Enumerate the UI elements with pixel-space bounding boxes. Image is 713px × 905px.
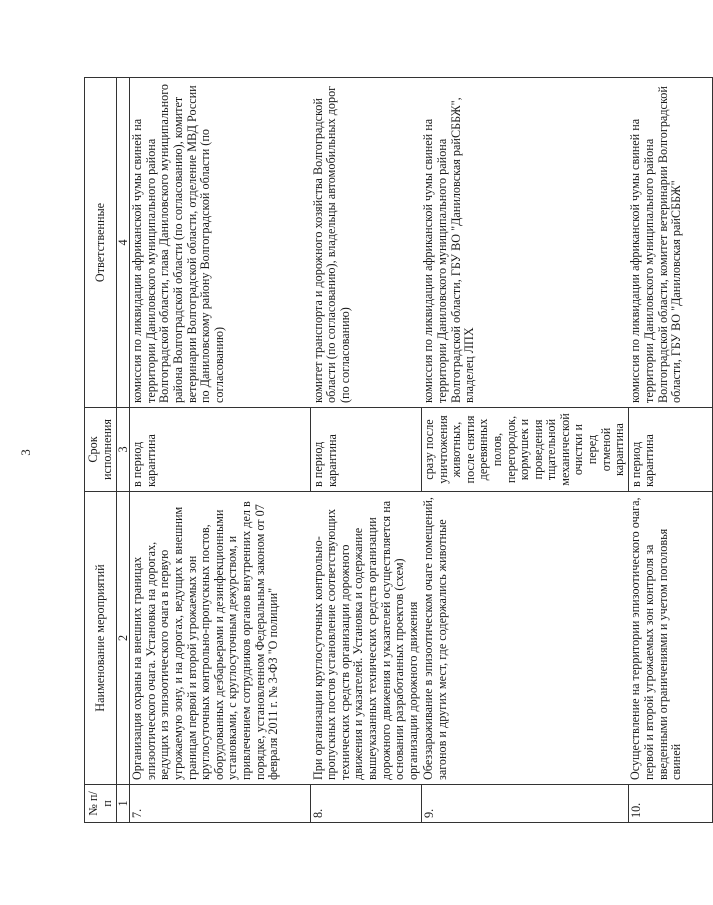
table-row xyxy=(421,78,628,823)
measure-name: При организации круглосуточных контрольно-пропускных постов установление соответствующих технических средств организации дорожного движения и указателей. Установка и содержание вышеуказанных технических средств организации дорожного движения и указателей осуществляется на основании разработанных проектов (схем) организации дорожного движения xyxy=(311,492,422,785)
measure-responsible: комиссия по ликвидации африканской чумы свиней на территории Даниловского муниципального района Волгоградской области, глава Даниловского муниципального района Волгоградской области (по согласованию), комитет ветеринарии Волгоградской области, отделение МВД России по Даниловскому району Волгоградской области (по согласованию) xyxy=(130,78,311,408)
header-num: № п/п xyxy=(85,785,117,823)
measure-term: в период карантина xyxy=(130,408,311,492)
column-number: 2 xyxy=(117,492,130,785)
table-header-row xyxy=(85,78,117,823)
row-number: 10. xyxy=(628,785,712,823)
measure-name: Организация охраны на внешних границах эпизоотического очага. Установка на дорогах, ведущих из эпизоотического очага в первую угрожаемую зону, и на дорогах, ведущих к внешним границам первой и второй угрожаемых зон круглосуточных контрольно-пропускных постов, оборудованных дезбарьерами и дезинфекционными установками, с круглосуточным дежурством, и привлечением сотрудников органов внутренних дел в порядке, установленном Федеральным законом от 07 февраля 2011 г. № 3-ФЗ "О полиции" xyxy=(130,492,311,785)
measure-name: Осуществление на территории эпизоотического очага, первой и второй угрожаемых зон контроля за введенными ограничениями и учетом поголовья свиней xyxy=(628,492,712,785)
column-number: 3 xyxy=(117,408,130,492)
row-number: 7. xyxy=(130,785,311,823)
measure-responsible: комитет транспорта и дорожного хозяйства Волгоградской области (по согласованию), владельцы автомобильных дорог (по согласованию) xyxy=(311,78,422,408)
page-number: 3 xyxy=(18,449,33,456)
row-number: 8. xyxy=(311,785,422,823)
column-number: 1 xyxy=(117,785,130,823)
table-row xyxy=(311,78,422,823)
row-number: 9. xyxy=(421,785,628,823)
measure-responsible: комиссия по ликвидации африканской чумы свиней на территории Даниловского муниципального района Волгоградской области, ГБУ ВО "Даниловская райСББЖ", владелец ЛПХ xyxy=(421,78,628,408)
measure-name: Обеззараживание в эпизоотическом очаге помещений, загонов и других мест, где содержались животные xyxy=(421,492,628,785)
header-name: Наименование мероприятий xyxy=(85,492,117,785)
column-number-row xyxy=(117,78,130,823)
measure-term: сразу после уничтожения животных, после снятия деревянных полов, перегородок, кормушек и проведения тщательной механической очистки и перед отменой карантина xyxy=(421,408,628,492)
header-responsible: Ответственные xyxy=(85,78,117,408)
measure-responsible: комиссия по ликвидации африканской чумы свиней на территории Даниловского муниципального района Волгоградской области, комитет ветеринарии Волгоградской области, ГБУ ВО "Даниловская райСББЖ" xyxy=(628,78,712,408)
table-row xyxy=(628,78,712,823)
column-number: 4 xyxy=(117,78,130,408)
table-row xyxy=(130,78,311,823)
header-term: Срок исполнения xyxy=(85,408,117,492)
measure-term: в период карантина xyxy=(628,408,712,492)
measure-term: в период карантина xyxy=(311,408,422,492)
measures-table xyxy=(84,77,713,823)
